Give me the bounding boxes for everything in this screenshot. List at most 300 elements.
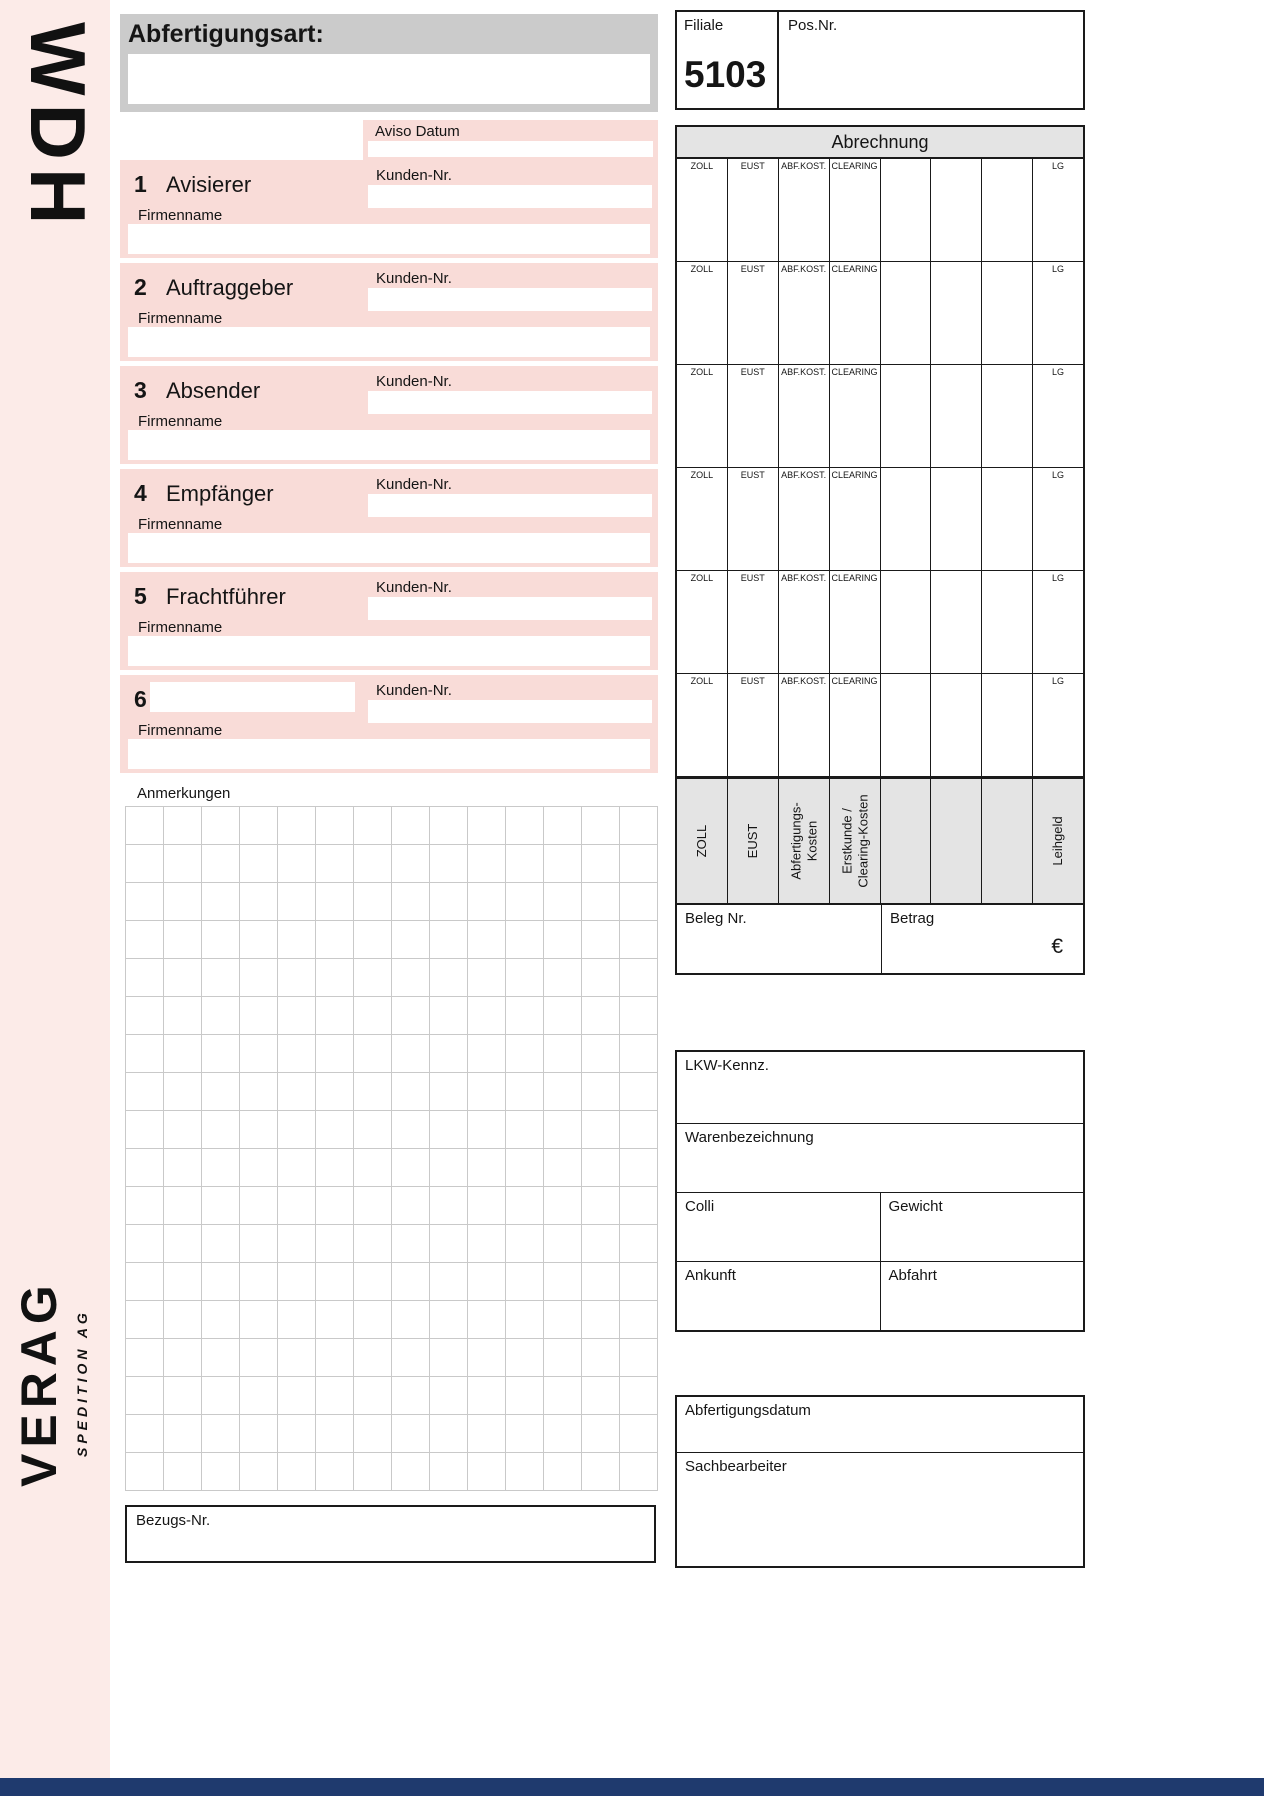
abrechnung-cell[interactable] xyxy=(931,262,982,364)
grid-cell xyxy=(506,1301,544,1339)
grid-cell xyxy=(620,1263,658,1301)
abrechnung-cell[interactable]: LG xyxy=(1052,367,1065,377)
grid-cell xyxy=(544,1149,582,1187)
grid-cell xyxy=(278,1149,316,1187)
grid-cell xyxy=(126,1073,164,1111)
aviso-datum-field[interactable] xyxy=(368,141,653,157)
grid-cell xyxy=(240,921,278,959)
grid-cell xyxy=(126,1111,164,1149)
grid-cell xyxy=(392,1453,430,1491)
grid-cell xyxy=(544,921,582,959)
grid-cell xyxy=(202,1415,240,1453)
grid-cell xyxy=(620,1301,658,1339)
grid-cell xyxy=(430,883,468,921)
grid-cell xyxy=(164,845,202,883)
grid-cell xyxy=(392,1263,430,1301)
grid-cell xyxy=(126,1377,164,1415)
sachbearbeiter-field[interactable] xyxy=(677,1453,1083,1566)
grid-cell xyxy=(202,921,240,959)
abrechnung-cell[interactable]: ZOLL xyxy=(677,468,728,570)
summary-cell-label: Abfertigungs-Kosten xyxy=(788,802,819,880)
abrechnung-cell[interactable] xyxy=(931,571,982,673)
grid-cell xyxy=(430,1149,468,1187)
grid-cell xyxy=(164,1263,202,1301)
grid-cell xyxy=(506,1263,544,1301)
grid-cell xyxy=(582,1187,620,1225)
kunden-nr-field[interactable] xyxy=(368,494,652,517)
abrechnung-cell[interactable]: CLEARING xyxy=(830,365,881,467)
kunden-nr-label: Kunden-Nr. xyxy=(376,270,452,287)
abrechnung-cell[interactable] xyxy=(982,571,1033,673)
abrechnung-row xyxy=(677,159,1083,261)
grid-cell xyxy=(126,997,164,1035)
grid-cell xyxy=(202,1377,240,1415)
anmerkungen-grid[interactable] xyxy=(125,806,658,1491)
grid-cell xyxy=(164,1453,202,1491)
grid-cell xyxy=(392,1111,430,1149)
grid-cell xyxy=(392,1301,430,1339)
grid-cell xyxy=(316,845,354,883)
grid-cell xyxy=(164,1415,202,1453)
grid-cell xyxy=(354,1453,392,1491)
summary-cell xyxy=(881,779,932,903)
grid-cell xyxy=(430,1073,468,1111)
abrechnung-cell[interactable]: EUST xyxy=(728,262,779,364)
abrechnung-cell[interactable] xyxy=(881,674,932,776)
grid-cell xyxy=(354,997,392,1035)
abrechnung-cell[interactable]: LG xyxy=(1052,573,1065,583)
grid-cell xyxy=(620,997,658,1035)
grid-cell xyxy=(316,1339,354,1377)
summary-cell-label: Leihgeld xyxy=(1050,816,1066,866)
grid-cell xyxy=(392,807,430,845)
grid-cell xyxy=(316,1035,354,1073)
abfertigungsdatum-field[interactable] xyxy=(677,1397,1083,1453)
grid-cell xyxy=(278,1187,316,1225)
firmenname-field[interactable] xyxy=(128,327,650,357)
grid-cell xyxy=(240,1225,278,1263)
grid-cell xyxy=(506,1149,544,1187)
abrechnung-table xyxy=(675,159,1085,778)
grid-cell xyxy=(164,1035,202,1073)
grid-cell xyxy=(582,883,620,921)
aviso-datum-label: Aviso Datum xyxy=(375,123,460,140)
abrechnung-cell[interactable]: ZOLL xyxy=(677,365,728,467)
grid-cell xyxy=(582,1453,620,1491)
grid-cell xyxy=(544,1377,582,1415)
grid-cell xyxy=(544,1111,582,1149)
grid-cell xyxy=(468,1377,506,1415)
abrechnung-row xyxy=(677,570,1083,673)
summary-cell xyxy=(779,779,830,903)
grid-cell xyxy=(620,1377,658,1415)
grid-cell xyxy=(392,1415,430,1453)
grid-cell xyxy=(164,883,202,921)
summary-cell xyxy=(1033,779,1083,903)
grid-cell xyxy=(544,1339,582,1377)
abrechnung-cell[interactable] xyxy=(982,262,1033,364)
grid-cell xyxy=(278,997,316,1035)
grid-cell xyxy=(468,1187,506,1225)
firmenname-label: Firmenname xyxy=(138,722,223,739)
firmenname-label: Firmenname xyxy=(138,207,223,224)
gewicht-label: Gewicht xyxy=(888,1198,943,1215)
kunden-nr-field[interactable] xyxy=(368,700,652,723)
grid-cell xyxy=(468,997,506,1035)
grid-cell xyxy=(316,807,354,845)
grid-cell xyxy=(354,921,392,959)
grid-cell xyxy=(620,883,658,921)
party-name: Auftraggeber xyxy=(166,275,294,300)
beleg-nr-field[interactable] xyxy=(677,905,882,973)
abrechnung-cell[interactable]: EUST xyxy=(728,159,779,261)
abfertigungsart-field[interactable] xyxy=(128,54,650,104)
grid-cell xyxy=(354,845,392,883)
kunden-nr-field[interactable] xyxy=(368,391,652,414)
grid-cell xyxy=(202,883,240,921)
lkw-kennz-field[interactable] xyxy=(677,1052,1083,1123)
firmenname-label: Firmenname xyxy=(138,310,223,327)
grid-cell xyxy=(506,1187,544,1225)
grid-cell xyxy=(506,921,544,959)
grid-cell xyxy=(202,1187,240,1225)
grid-cell xyxy=(506,1111,544,1149)
brand-verag xyxy=(10,1228,90,1538)
abfertigungsart-label: Abfertigungsart: xyxy=(128,20,324,48)
filiale-label: Filiale xyxy=(684,17,724,34)
abrechnung-cell[interactable] xyxy=(881,468,932,570)
party-row-6 xyxy=(120,675,658,773)
abrechnung-cell[interactable] xyxy=(982,674,1033,776)
grid-cell xyxy=(126,1415,164,1453)
abrechnung-cell[interactable]: ABF.KOST. xyxy=(779,262,830,364)
grid-cell xyxy=(278,1073,316,1111)
grid-cell xyxy=(544,1301,582,1339)
grid-cell xyxy=(240,959,278,997)
party-number: 6 xyxy=(134,686,147,712)
grid-cell xyxy=(240,1073,278,1111)
grid-cell xyxy=(506,1035,544,1073)
kunden-nr-field[interactable] xyxy=(368,597,652,620)
abrechnung-cell[interactable] xyxy=(931,468,982,570)
grid-cell xyxy=(126,1035,164,1073)
grid-cell xyxy=(392,845,430,883)
colli-field[interactable] xyxy=(677,1193,881,1261)
gewicht-field[interactable] xyxy=(881,1193,1084,1261)
firmenname-field[interactable] xyxy=(128,636,650,666)
grid-cell xyxy=(430,807,468,845)
grid-cell xyxy=(430,921,468,959)
summary-cell xyxy=(830,779,881,903)
grid-cell xyxy=(506,959,544,997)
grid-cell xyxy=(582,1415,620,1453)
grid-cell xyxy=(164,1225,202,1263)
filiale-number: 5103 xyxy=(684,54,767,95)
abrechnung-cell[interactable]: EUST xyxy=(728,674,779,776)
abrechnung-cell[interactable]: LG xyxy=(1052,264,1065,274)
grid-cell xyxy=(316,959,354,997)
grid-cell xyxy=(582,1301,620,1339)
grid-cell xyxy=(354,1111,392,1149)
grid-cell xyxy=(126,959,164,997)
grid-cell xyxy=(126,807,164,845)
grid-cell xyxy=(278,1035,316,1073)
kunden-nr-label: Kunden-Nr. xyxy=(376,373,452,390)
posnr-label: Pos.Nr. xyxy=(788,17,838,34)
brand-verag-name: VERAG xyxy=(11,1279,67,1487)
abrechnung-cell[interactable] xyxy=(881,262,932,364)
abrechnung-cell[interactable] xyxy=(982,468,1033,570)
grid-cell xyxy=(126,845,164,883)
grid-cell xyxy=(620,1035,658,1073)
grid-cell xyxy=(430,1111,468,1149)
summary-cell xyxy=(931,779,982,903)
grid-cell xyxy=(164,1073,202,1111)
grid-cell xyxy=(392,921,430,959)
betrag-label: Betrag xyxy=(890,910,935,927)
abrechnung-cell[interactable]: LG xyxy=(1052,676,1065,686)
grid-cell xyxy=(468,1453,506,1491)
grid-cell xyxy=(468,1339,506,1377)
grid-cell xyxy=(506,845,544,883)
grid-cell xyxy=(240,1111,278,1149)
betrag-field[interactable] xyxy=(882,905,1083,973)
grid-cell xyxy=(506,1415,544,1453)
grid-cell xyxy=(202,997,240,1035)
grid-cell xyxy=(506,1453,544,1491)
grid-cell xyxy=(430,1187,468,1225)
grid-cell xyxy=(240,807,278,845)
grid-cell xyxy=(354,1263,392,1301)
grid-cell xyxy=(164,1377,202,1415)
grid-cell xyxy=(278,807,316,845)
grid-cell xyxy=(468,883,506,921)
abrechnung-cell[interactable]: EUST xyxy=(728,468,779,570)
kunden-nr-field[interactable] xyxy=(368,288,652,311)
abrechnung-cell[interactable]: CLEARING xyxy=(830,262,881,364)
grid-cell xyxy=(582,1263,620,1301)
grid-cell xyxy=(240,1187,278,1225)
grid-cell xyxy=(240,1263,278,1301)
firmenname-field[interactable] xyxy=(128,739,650,769)
ankunft-label: Ankunft xyxy=(685,1267,736,1284)
grid-cell xyxy=(544,883,582,921)
grid-cell xyxy=(392,1187,430,1225)
grid-cell xyxy=(164,1339,202,1377)
summary-cell xyxy=(677,779,728,903)
grid-cell xyxy=(392,1339,430,1377)
party-number: 4 xyxy=(134,480,147,506)
grid-cell xyxy=(620,1453,658,1491)
abfahrt-label: Abfahrt xyxy=(888,1267,937,1284)
grid-cell xyxy=(278,1377,316,1415)
abrechnung-cell[interactable] xyxy=(982,159,1033,261)
firmenname-label: Firmenname xyxy=(138,413,223,430)
grid-cell xyxy=(582,807,620,845)
abrechnung-cell[interactable]: ABF.KOST. xyxy=(779,365,830,467)
grid-cell xyxy=(354,1377,392,1415)
grid-cell xyxy=(620,1339,658,1377)
grid-cell xyxy=(240,1339,278,1377)
grid-cell xyxy=(354,1339,392,1377)
grid-cell xyxy=(392,1149,430,1187)
firmenname-field[interactable] xyxy=(128,430,650,460)
abfahrt-field[interactable] xyxy=(881,1262,1084,1330)
summary-cell-label: ZOLL xyxy=(694,824,710,858)
kunden-nr-label: Kunden-Nr. xyxy=(376,476,452,493)
grid-cell xyxy=(202,1263,240,1301)
kunden-nr-field[interactable] xyxy=(368,185,652,208)
grid-cell xyxy=(316,1225,354,1263)
grid-cell xyxy=(126,1149,164,1187)
filiale-cell xyxy=(677,12,779,108)
grid-cell xyxy=(506,1339,544,1377)
grid-cell xyxy=(468,807,506,845)
summary-cell xyxy=(982,779,1033,903)
abrechnung-row xyxy=(677,261,1083,364)
abrechnung-cell[interactable]: ABF.KOST. xyxy=(779,674,830,776)
party-name: Avisierer xyxy=(166,172,252,197)
grid-cell xyxy=(126,1225,164,1263)
abrechnung-cell[interactable] xyxy=(982,365,1033,467)
party-row-auftraggeber xyxy=(120,263,658,361)
posnr-field[interactable] xyxy=(779,12,1083,108)
abrechnung-cell[interactable]: ABF.KOST. xyxy=(779,159,830,261)
grid-cell xyxy=(354,1073,392,1111)
grid-cell xyxy=(620,807,658,845)
grid-cell xyxy=(354,1035,392,1073)
grid-cell xyxy=(544,1187,582,1225)
grid-cell xyxy=(316,997,354,1035)
grid-cell xyxy=(582,1035,620,1073)
grid-cell xyxy=(620,1225,658,1263)
bezugs-nr-label: Bezugs-Nr. xyxy=(136,1512,211,1529)
grid-cell xyxy=(468,1415,506,1453)
sachbearbeiter-label: Sachbearbeiter xyxy=(685,1458,787,1475)
grid-cell xyxy=(278,1225,316,1263)
abrechnung-cell[interactable]: ABF.KOST. xyxy=(779,468,830,570)
summary-row xyxy=(675,777,1085,905)
abrechnung-cell[interactable]: LG xyxy=(1052,470,1065,480)
grid-cell xyxy=(582,959,620,997)
grid-cell xyxy=(164,921,202,959)
abrechnung-cell[interactable]: EUST xyxy=(728,571,779,673)
grid-cell xyxy=(620,1111,658,1149)
grid-cell xyxy=(202,1453,240,1491)
summary-cell-label: Erstkunde / Clearing-Kosten xyxy=(838,794,870,888)
abrechnung-cell[interactable] xyxy=(881,159,932,261)
brand-verag-sub: SPEDITION AG xyxy=(74,1309,90,1457)
abrechnung-title: Abrechnung xyxy=(675,125,1085,159)
grid-cell xyxy=(354,1301,392,1339)
grid-cell xyxy=(582,997,620,1035)
party-number: 3 xyxy=(134,377,147,403)
abrechnung-cell[interactable] xyxy=(931,674,982,776)
grid-cell xyxy=(240,883,278,921)
abrechnung-cell[interactable]: CLEARING xyxy=(830,571,881,673)
grid-cell xyxy=(468,1301,506,1339)
grid-cell xyxy=(392,959,430,997)
grid-cell xyxy=(506,1073,544,1111)
firmenname-field[interactable] xyxy=(128,224,650,254)
grid-cell xyxy=(164,1111,202,1149)
filiale-posnr-box xyxy=(675,10,1085,110)
grid-cell xyxy=(620,1415,658,1453)
grid-cell xyxy=(582,1111,620,1149)
abfertigungsart-box xyxy=(120,14,658,112)
grid-cell xyxy=(240,1415,278,1453)
grid-cell xyxy=(202,1301,240,1339)
abrechnung-cell[interactable]: ABF.KOST. xyxy=(779,571,830,673)
ankunft-abfahrt-row xyxy=(677,1261,1083,1330)
grid-cell xyxy=(202,1225,240,1263)
grid-cell xyxy=(430,1035,468,1073)
grid-cell xyxy=(202,807,240,845)
abrechnung-cell[interactable] xyxy=(881,571,932,673)
grid-cell xyxy=(164,997,202,1035)
grid-cell xyxy=(430,1301,468,1339)
colli-gewicht-row xyxy=(677,1192,1083,1261)
grid-cell xyxy=(468,1263,506,1301)
grid-cell xyxy=(202,959,240,997)
grid-cell xyxy=(278,959,316,997)
party-row-frachtfuehrer xyxy=(120,572,658,670)
abrechnung-cell[interactable]: CLEARING xyxy=(830,159,881,261)
grid-cell xyxy=(506,997,544,1035)
abrechnung-cell[interactable] xyxy=(881,365,932,467)
grid-cell xyxy=(316,1263,354,1301)
abrechnung-cell[interactable]: ZOLL xyxy=(677,262,728,364)
party-number: 2 xyxy=(134,274,147,300)
grid-cell xyxy=(468,1225,506,1263)
grid-cell xyxy=(164,1149,202,1187)
grid-cell xyxy=(430,1339,468,1377)
abrechnung-row xyxy=(677,364,1083,467)
abrechnung-cell[interactable] xyxy=(931,365,982,467)
grid-cell xyxy=(430,959,468,997)
abrechnung-cell[interactable]: ZOLL xyxy=(677,674,728,776)
grid-cell xyxy=(430,1453,468,1491)
grid-cell xyxy=(240,1377,278,1415)
firmenname-field[interactable] xyxy=(128,533,650,563)
grid-cell xyxy=(202,1035,240,1073)
bezugs-nr-field[interactable] xyxy=(125,1505,656,1563)
abrechnung-cell[interactable]: EUST xyxy=(728,365,779,467)
grid-cell xyxy=(392,1035,430,1073)
grid-cell xyxy=(164,1301,202,1339)
grid-cell xyxy=(278,1453,316,1491)
lkw-kennz-label: LKW-Kennz. xyxy=(685,1057,769,1074)
party-row-avisierer xyxy=(120,160,658,258)
ankunft-field[interactable] xyxy=(677,1262,881,1330)
party-name-field[interactable] xyxy=(150,682,355,712)
grid-cell xyxy=(316,1377,354,1415)
kunden-nr-label: Kunden-Nr. xyxy=(376,167,452,184)
warenbezeichnung-field[interactable] xyxy=(677,1123,1083,1192)
abrechnung-cell[interactable]: CLEARING xyxy=(830,674,881,776)
abrechnung-cell[interactable]: ZOLL xyxy=(677,159,728,261)
abrechnung-cell[interactable]: LG xyxy=(1052,161,1065,171)
abrechnung-cell[interactable]: ZOLL xyxy=(677,571,728,673)
grid-cell xyxy=(202,1149,240,1187)
abrechnung-cell[interactable]: CLEARING xyxy=(830,468,881,570)
abrechnung-cell[interactable] xyxy=(931,159,982,261)
grid-cell xyxy=(278,1415,316,1453)
party-number: 5 xyxy=(134,583,147,609)
grid-cell xyxy=(126,1301,164,1339)
grid-cell xyxy=(316,1415,354,1453)
grid-cell xyxy=(278,1301,316,1339)
